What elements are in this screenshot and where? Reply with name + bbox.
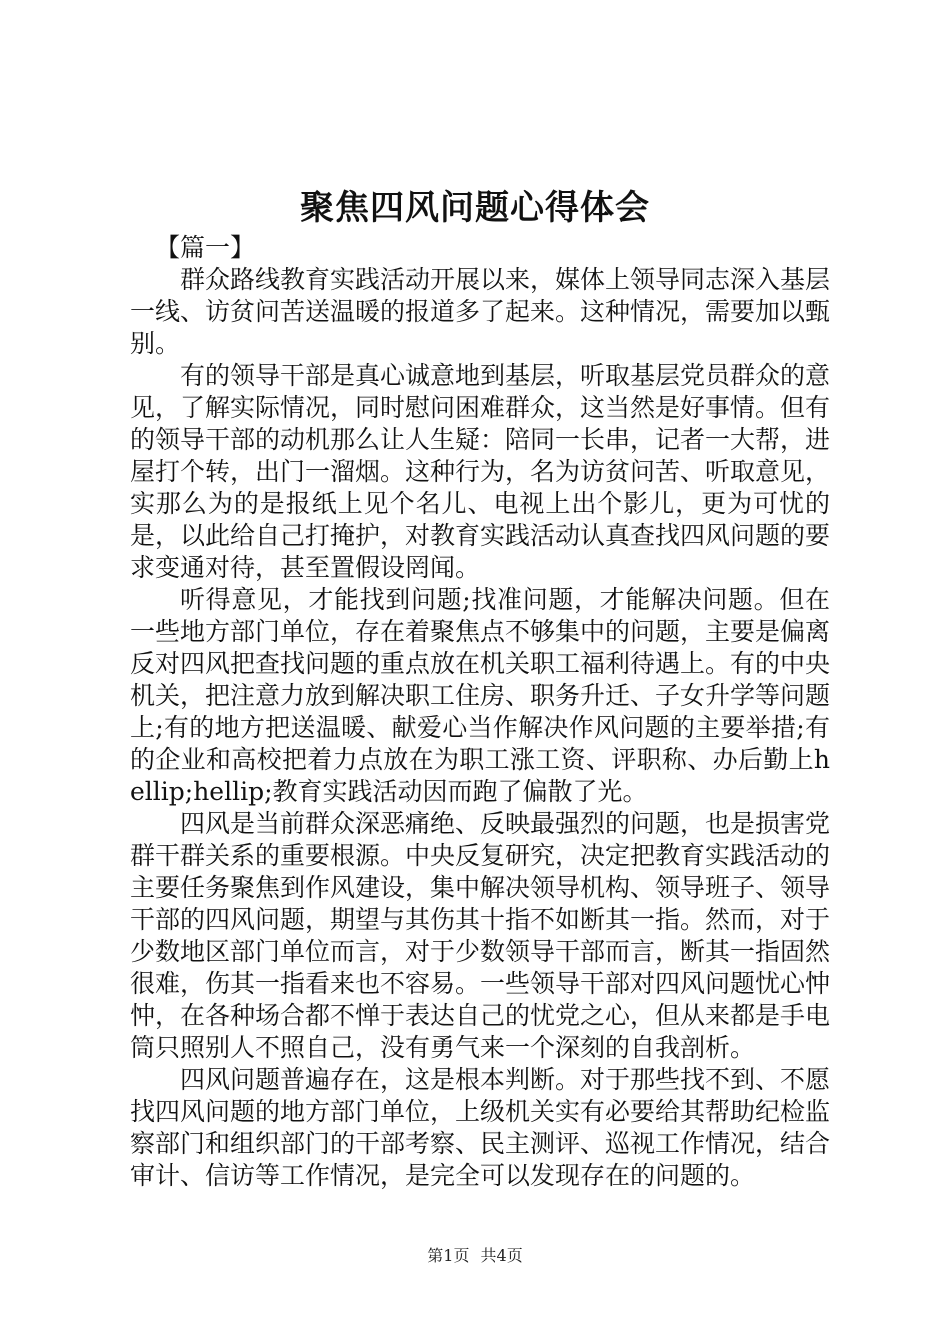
document-body <box>130 232 830 1192</box>
section-label: 【篇一】 <box>155 233 256 262</box>
document-title: 聚焦四风问题心得体会 <box>300 188 650 228</box>
page-total: 共4页 <box>480 1246 523 1265</box>
page-footer <box>0 1246 950 1266</box>
page-number: 第1页 <box>427 1246 470 1265</box>
paragraph-2: 有的领导干部是真心诚意地到基层，听取基层党员群众的意见，了解实际情况，同时慰问困难群众，这当然是好事情。但有的领导干部的动机那么让人生疑：陪同一长串，记者一大帮，进屋打个转，出门一溜烟。这种行为，名为访贫问苦、听取意见，实那么为的是报纸上见个名儿、电视上出个影儿，更为可忧的是，以此给自己打掩护，对教育实践活动认真查找四风问题的要求变通对待，甚至置假设罔闻。 <box>130 361 831 582</box>
paragraph-3: 听得意见，才能找到问题;找准问题，才能解决问题。但在一些地方部门单位，存在着聚焦点不够集中的问题，主要是偏离反对四风把查找问题的重点放在机关职工福利待遇上。有的中央机关，把注意力放到解决职工住房、职务升迁、子女升学等问题上;有的地方把送温暖、献爱心当作解决作风问题的主要举措;有的企业和高校把着力点放在为职工涨工资、评职称、办后勤上hellip;hellip;教育实践活动因而跑了偏散了光。 <box>130 585 831 806</box>
paragraph-1: 群众路线教育实践活动开展以来，媒体上领导同志深入基层一线、访贫问苦送温暖的报道多了起来。这种情况，需要加以甄别。 <box>130 265 831 358</box>
paragraph-5: 四风问题普遍存在，这是根本判断。对于那些找不到、不愿找四风问题的地方部门单位，上级机关实有必要给其帮助纪检监察部门和组织部门的干部考察、民主测评、巡视工作情况，结合审计、信访等工作情况，是完全可以发现存在的问题的。 <box>130 1065 831 1190</box>
paragraph-4: 四风是当前群众深恶痛绝、反映最强烈的问题，也是损害党群干群关系的重要根源。中央反复研究，决定把教育实践活动的主要任务聚焦到作风建设，集中解决领导机构、领导班子、领导干部的四风问题，期望与其伤其十指不如断其一指。然而，对于少数地区部门单位而言，对于少数领导干部而言，断其一指固然很难，伤其一指看来也不容易。一些领导干部对四风问题忧心忡忡，在各种场合都不惮于表达自己的忧党之心，但从来都是手电筒只照别人不照自己，没有勇气来一个深刻的自我剖析。 <box>130 809 831 1062</box>
